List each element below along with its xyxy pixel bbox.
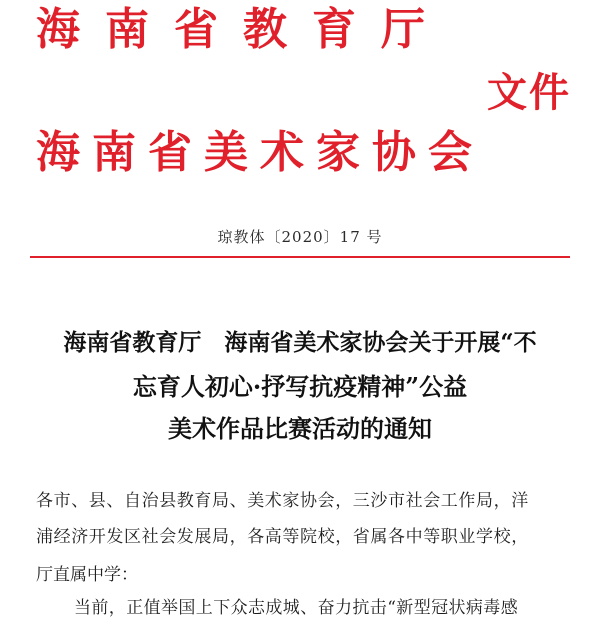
body-text-line-2: 浦经济开发区社会发展局，各高等院校，省属各中等职业学校， bbox=[36, 527, 529, 547]
document-type-label: 文件 bbox=[487, 70, 571, 116]
document-number: 琼教体〔2020〕17 号 bbox=[217, 228, 383, 246]
notice-title-line-2: 忘育人初心·抒写抗疫精神”公益 bbox=[132, 372, 468, 401]
body-text-line-3: 厅直属中学： bbox=[36, 565, 138, 585]
body-text-line-1: 各市、县、自治县教育局、美术家协会，三沙市社会工作局，洋 bbox=[36, 491, 529, 511]
issuer-education-department: 海南省教育厅 bbox=[36, 4, 450, 55]
issuer-artists-association: 海南省美术家协会 bbox=[36, 127, 484, 178]
body-text-line-4: 当前，正值举国上下众志成城、奋力抗击“新型冠状病毒感 bbox=[74, 598, 519, 618]
red-divider-line bbox=[30, 256, 570, 258]
notice-title-line-1: 海南省教育厅 海南省美术家协会关于开展“不 bbox=[63, 329, 537, 356]
notice-title-line-3: 美术作品比赛活动的通知 bbox=[168, 414, 432, 443]
